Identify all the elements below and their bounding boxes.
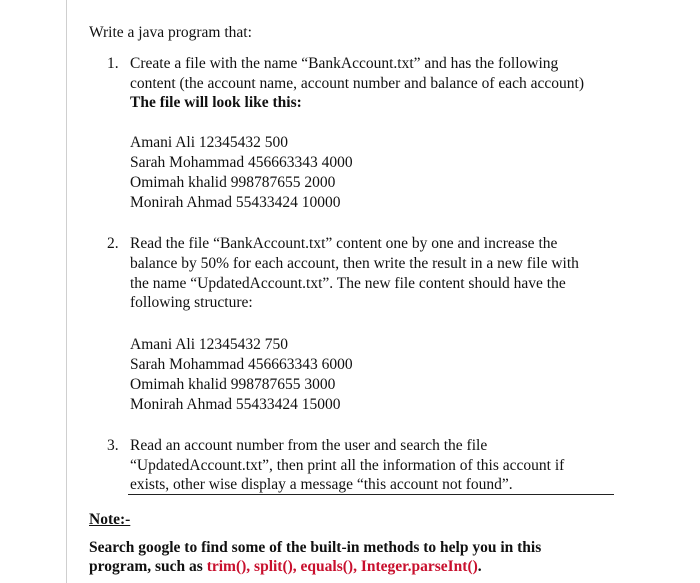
bank-account-row: Sarah Mohammad 456663343 4000 xyxy=(130,154,353,171)
note-label xyxy=(89,510,130,530)
method-names: trim(), split(), equals(), Integer.parseInt() xyxy=(206,558,478,575)
note-label-text: Note:- xyxy=(89,511,131,528)
bank-account-row: Omimah khalid 998787655 2000 xyxy=(130,174,336,191)
task1-file-heading: The file will look like this: xyxy=(130,94,302,111)
updated-account-row: Omimah khalid 998787655 3000 xyxy=(130,376,336,393)
task2-number: 2. xyxy=(107,235,119,252)
task1-number: 1. xyxy=(107,55,119,72)
task3-number: 3. xyxy=(107,437,119,454)
note-line-2 xyxy=(89,557,482,577)
task3-line-2: “UpdatedAccount.txt”, then print all the information of this account if xyxy=(130,457,565,474)
bank-account-row: Monirah Ahmad 55433424 10000 xyxy=(130,194,341,211)
separator-line xyxy=(128,494,614,495)
task1-line-1: Create a file with the name “BankAccount.txt” and has the following xyxy=(130,55,559,72)
bank-account-row: Amani Ali 12345432 500 xyxy=(130,134,289,151)
note-line-2-suffix: . xyxy=(477,558,482,575)
updated-account-row: Sarah Mohammad 456663343 6000 xyxy=(130,356,353,373)
note-line-1: Search google to find some of the built-in methods to help you in this xyxy=(89,539,542,556)
task2-line-4: following structure: xyxy=(130,294,253,311)
task3-line-3: exists, other wise display a message “this account not found”. xyxy=(130,476,513,493)
note-line-2-prefix: program, such as xyxy=(89,558,207,575)
updated-account-row: Monirah Ahmad 55433424 15000 xyxy=(130,396,341,413)
task2-line-1: Read the file “BankAccount.txt” content one by one and increase the xyxy=(130,235,558,252)
updated-account-row: Amani Ali 12345432 750 xyxy=(130,336,289,353)
task2-line-2: balance by 50% for each account, then write the result in a new file with xyxy=(130,255,579,272)
intro-text: Write a java program that: xyxy=(89,24,252,41)
task3-line-1: Read an account number from the user and search the file xyxy=(130,437,488,454)
task2-line-3: the name “UpdatedAccount.txt”. The new file content should have the xyxy=(130,275,566,292)
task1-line-2: content (the account name, account number and balance of each account) xyxy=(130,75,585,92)
